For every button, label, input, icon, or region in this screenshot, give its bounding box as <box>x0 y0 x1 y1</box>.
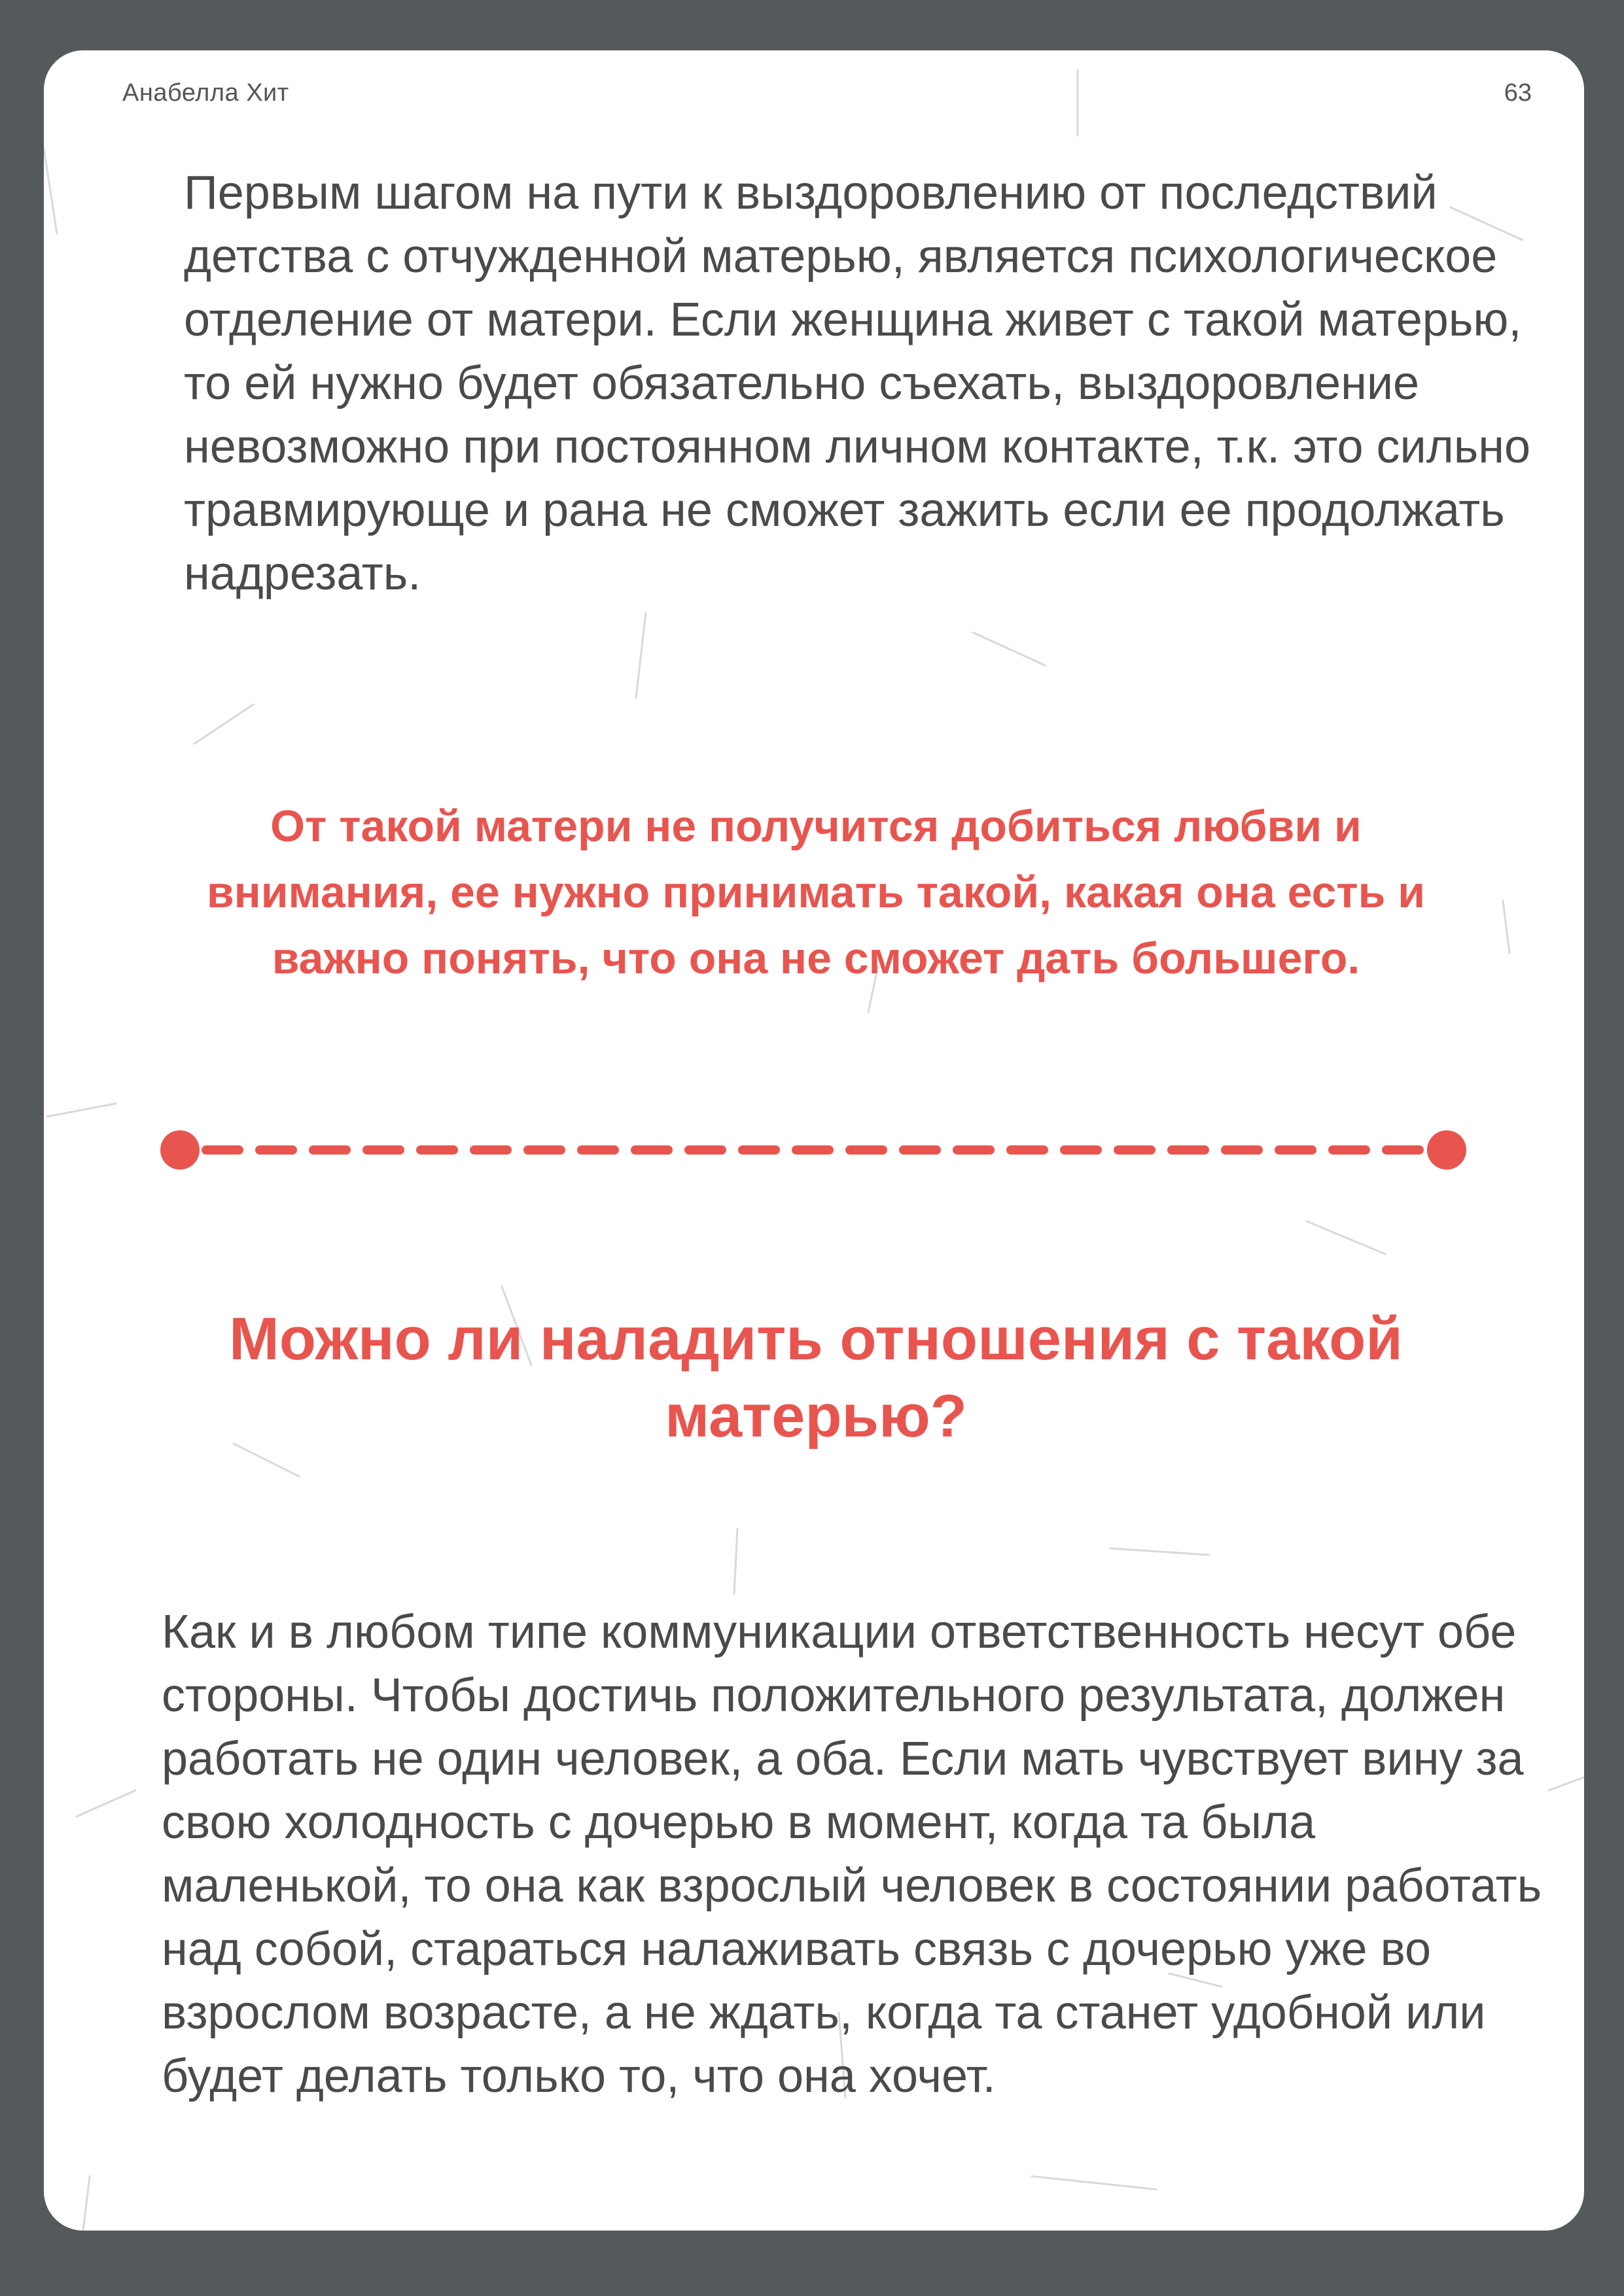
running-header-author: Анабелла Хит <box>122 79 289 107</box>
highlight-quote: От такой матери не получится добиться любви и внимания, ее нужно принимать такой, какая она есть и важно понять, что она не сможет дать большего. <box>206 801 1426 983</box>
divider-right-dot <box>1427 1130 1466 1170</box>
page-number: 63 <box>1504 79 1532 107</box>
book-page <box>44 50 1584 2231</box>
divider-left-dot <box>160 1130 200 1170</box>
dashed-divider <box>160 1127 1466 1173</box>
section-title: Можно ли наладить отношения с такой матерью? <box>229 1306 1403 1450</box>
body-paragraph-2: Как и в любом типе коммуникации ответственность несут обе стороны. Чтобы достичь положительного результата, должен работать не один человек, а оба. Если мать чувствует вину за свою холодность с дочерью в момент, когда та была маленькой, то она как взрослый человек в состоянии работать над собой, стараться налаживать связь с дочерью уже во взрослом возрасте, а не ждать, когда та станет удобной или будет делать только то, что она хочет. <box>162 1606 1542 2102</box>
body-paragraph-1: Первым шагом на пути к выздоровлению от последствий детства с отчужденной матерью, является психологическое отделение от матери. Если женщина живет с такой матерью, то ей нужно будет обязательно съехать, выздоровление невозможно при постоянном личном контакте, т.к. это сильно травмирующе и рана не сможет зажить если ее продолжать надрезать. <box>184 167 1531 600</box>
